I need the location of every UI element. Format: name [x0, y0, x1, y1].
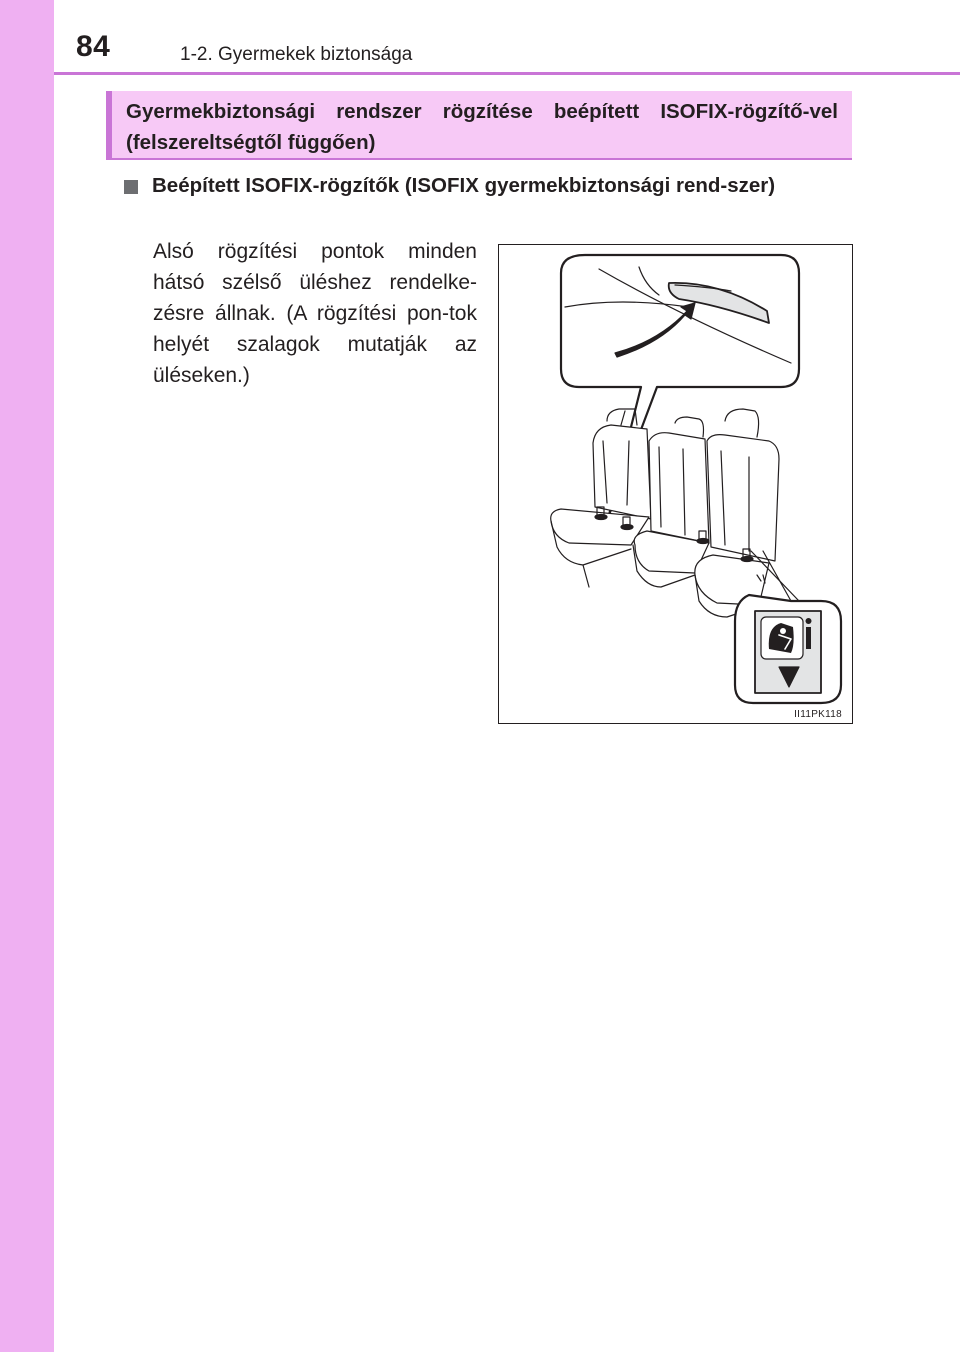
margin-band	[0, 0, 54, 1352]
figure-code: II11PK118	[794, 709, 842, 720]
rear-seat-illustration	[499, 245, 851, 722]
section-heading: Gyermekbiztonsági rendszer rögzítése beépített ISOFIX-rögzítő-vel (felszereltségtől függően)	[106, 91, 852, 160]
figure	[498, 244, 853, 724]
subheading-text: Beépített ISOFIX-rögzítők (ISOFIX gyermekbiztonsági rend-szer)	[152, 174, 776, 197]
section-title: 1-2. Gyermekek biztonsága	[180, 44, 413, 65]
page-number: 84	[76, 30, 111, 63]
subheading	[124, 170, 854, 202]
isofix-label-callout	[735, 595, 841, 703]
body-paragraph: Alsó rögzítési pontok minden hátsó szélső üléshez rendelke-zésre állnak. (A rögzítési pon-tok helyét szalagok mutatják az üléseken.)	[153, 240, 477, 387]
square-bullet-icon	[124, 180, 138, 194]
header-rule	[54, 72, 960, 75]
